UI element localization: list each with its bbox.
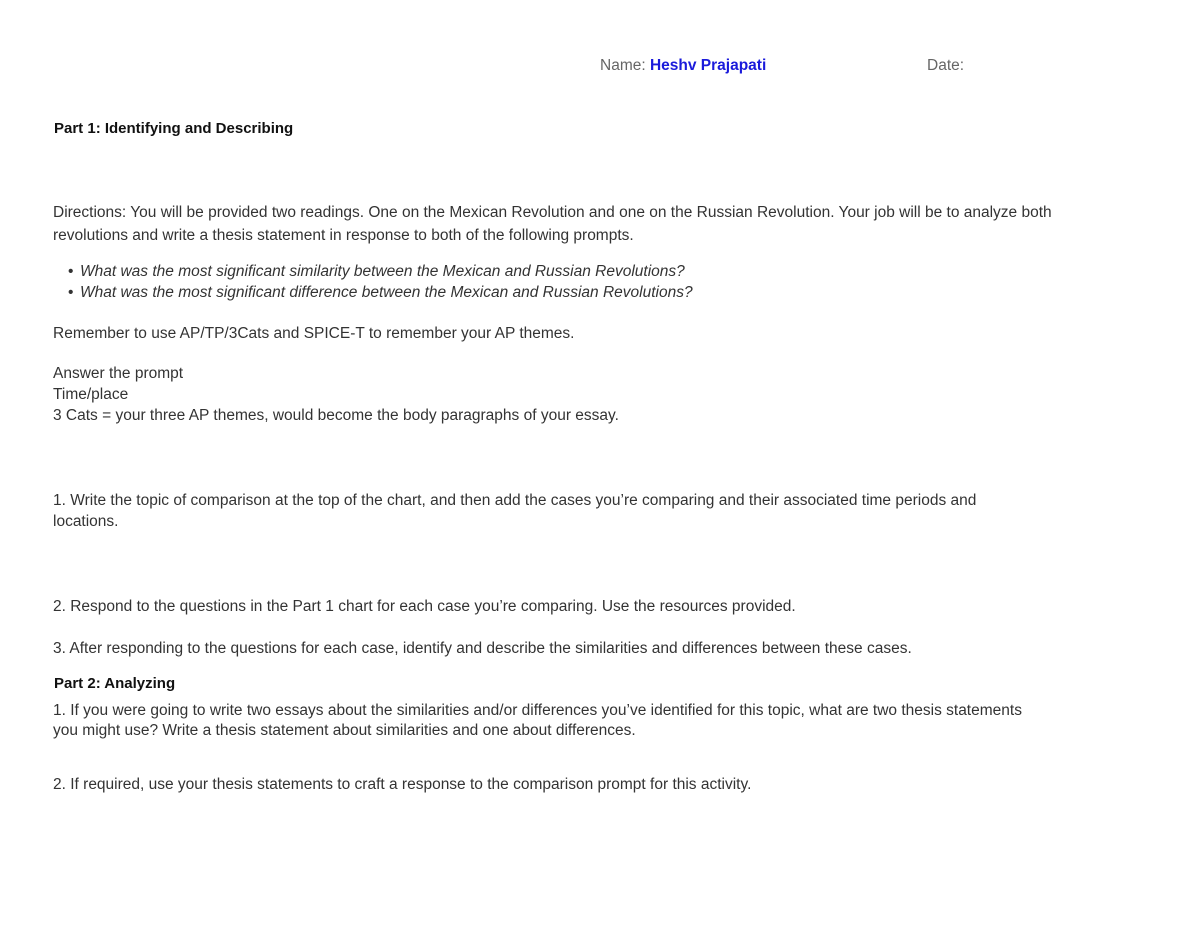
bullet-icon: •: [68, 263, 74, 280]
part1-step1-line-1: 1. Write the topic of comparison at the top of the chart, and then add the cases you’re comparing and their associated time periods and: [53, 492, 977, 509]
time-line: Time/place: [53, 386, 129, 403]
part2-heading: Part 2: Analyzing: [54, 675, 176, 692]
name-label: Name:: [600, 57, 646, 74]
date-label: Date:: [927, 57, 965, 74]
answer-line: Answer the prompt: [53, 365, 184, 382]
prompt-text: What was the most significant similarity between the Mexican and Russian Revolutions?: [80, 263, 685, 280]
cats-line: 3 Cats = your three AP themes, would become the body paragraphs of your essay.: [53, 407, 619, 424]
bullet-icon: •: [68, 284, 74, 301]
part1-step2: 2. Respond to the questions in the Part 1 chart for each case you’re comparing. Use the resources provided.: [53, 598, 796, 615]
name-field: [600, 56, 766, 76]
directions-line-2: revolutions and write a thesis statement in response to both of the following prompts.: [53, 227, 634, 244]
prompt-item: [68, 261, 693, 282]
part1-heading: Part 1: Identifying and Describing: [54, 120, 294, 137]
part1-step3: 3. After responding to the questions for each case, identify and describe the similarities and differences between these cases.: [53, 640, 912, 657]
prompt-list: [68, 261, 693, 303]
prompt-text: What was the most significant difference between the Mexican and Russian Revolutions?: [80, 284, 693, 301]
part2-step1-line-2: you might use? Write a thesis statement about similarities and one about differences.: [53, 722, 636, 739]
directions-line-1: Directions: You will be provided two readings. One on the Mexican Revolution and one on the Russian Revolution. Your job will be to analyze both: [53, 204, 1052, 221]
student-name: Heshv Prajapati: [649, 57, 767, 74]
reminder-text: Remember to use AP/TP/3Cats and SPICE-T to remember your AP themes.: [53, 325, 575, 342]
prompt-item: [68, 282, 693, 303]
part1-step1-line-2: locations.: [53, 513, 119, 530]
part2-step1-line-1: 1. If you were going to write two essays about the similarities and/or differences you’ve identified for this topic, what are two thesis statements: [53, 702, 1022, 719]
part2-step2: 2. If required, use your thesis statements to craft a response to the comparison prompt for this activity.: [53, 776, 752, 793]
